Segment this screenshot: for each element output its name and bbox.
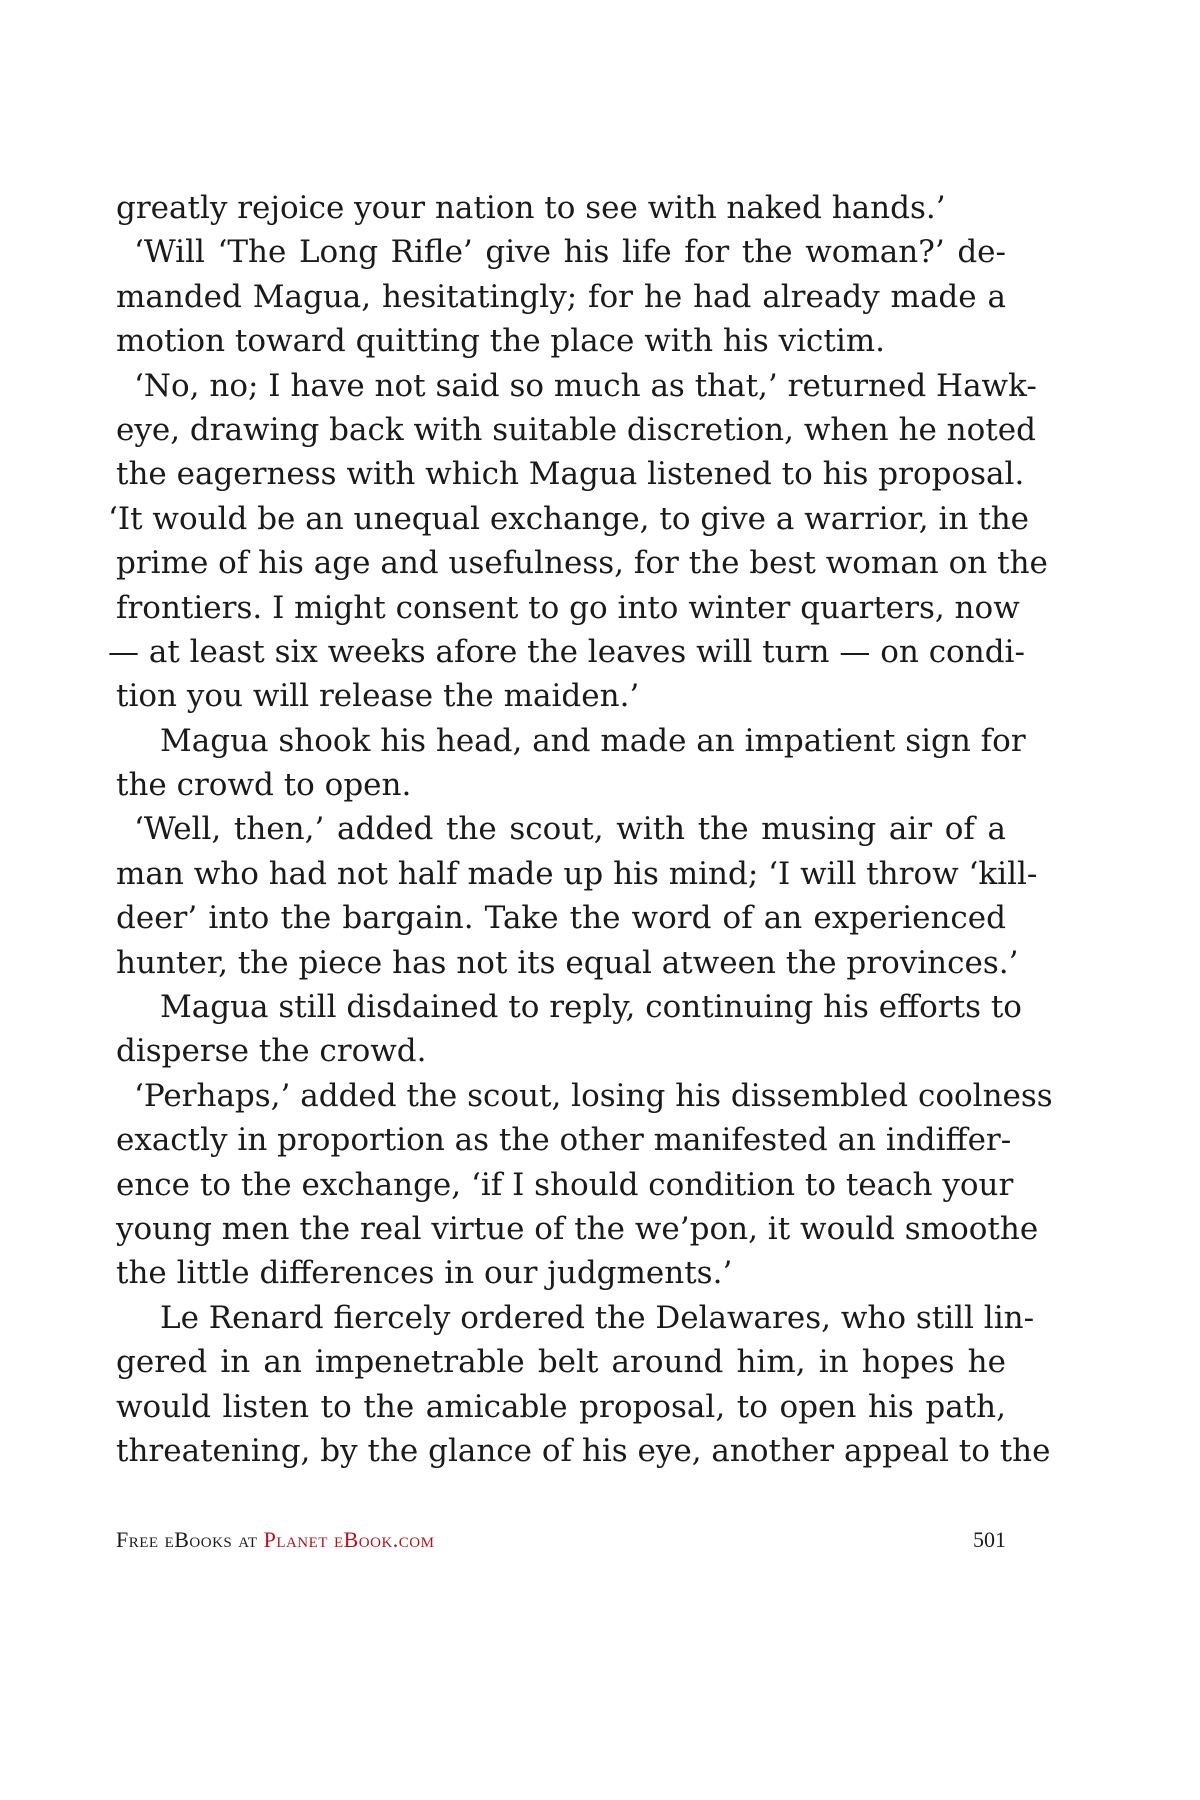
text-line: disperse the crowd. [116,1033,427,1070]
text-line: the eagerness with which Magua listened to his proposal. [116,456,1025,493]
text-line: hunter, the piece has not its equal atween the provinces.’ [116,944,1019,981]
footer-credit [116,1522,434,1558]
text-line: eye, drawing back with suitable discretion, when he noted [116,411,1036,448]
text-line: threatening, by the glance of his eye, another appeal to the [116,1432,1051,1469]
text-line: exactly in proportion as the other manifested an indiffer- [116,1122,1012,1159]
text-line: ‘No, no; I have not said so much as that,’ returned Hawk- [134,367,1037,404]
text-line: greatly rejoice your nation to see with naked hands.’ [116,190,946,226]
text-line: — at least six weeks afore the leaves will turn — on condi- [108,633,1025,670]
page-footer [116,1522,1006,1558]
text-line: ‘Will ‘The Long Rifle’ give his life for the woman?’ de- [134,234,1006,271]
text-line: ‘Well, then,’ added the scout, with the musing air of a [134,811,1006,848]
body-text [108,186,1053,1473]
text-line: the crowd to open. [116,767,412,804]
text-line: ence to the exchange, ‘if I should condition to teach your [116,1166,1014,1203]
text-line: Le Renard fiercely ordered the Delawares, who still lin- [160,1299,1035,1336]
footer-prefix: Free eBooks at [116,1527,264,1552]
text-line: ‘Perhaps,’ added the scout, losing his dissembled coolness [134,1077,1053,1114]
text-line: young men the real virtue of the we’pon, it would smoothe [116,1210,1039,1247]
text-line: manded Magua, hesitatingly; for he had already made a [116,278,1006,315]
text-line: would listen to the amicable proposal, to open his path, [116,1388,1006,1425]
page-number: 501 [973,1527,1006,1552]
text-line: ‘It would be an unequal exchange, to give a warrior, in the [108,500,1030,537]
text-line: tion you will release the maiden.’ [116,678,640,715]
text-line: Magua shook his head, and made an impatient sign for [160,722,1026,759]
text-line: gered in an impenetrable belt around him, in hopes he [116,1344,1006,1381]
footer-brand-link[interactable]: Planet eBook.com [263,1527,435,1552]
text-line: the little differences in our judgments.’ [116,1255,733,1292]
text-line: motion toward quitting the place with his victim. [116,323,885,360]
text-line: man who had not half made up his mind; ‘I will throw ‘kill- [116,855,1038,892]
text-line: Magua still disdained to reply, continuing his efforts to [160,989,1022,1026]
text-line: deer’ into the bargain. Take the word of an experienced [116,900,1006,937]
text-line: prime of his age and usefulness, for the best woman on the [116,545,1048,582]
text-line: frontiers. I might consent to go into winter quarters, now [116,589,1020,626]
